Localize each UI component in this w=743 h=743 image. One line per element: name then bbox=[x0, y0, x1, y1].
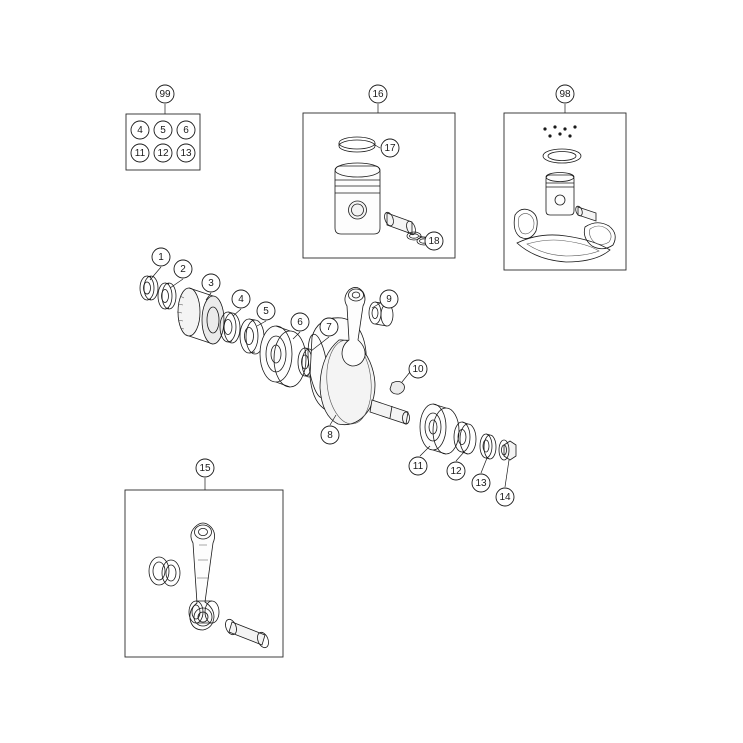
callout-label: 6 bbox=[297, 317, 303, 328]
callout-18[interactable] bbox=[425, 232, 443, 250]
callout-label: 11 bbox=[412, 461, 424, 472]
callout-5[interactable] bbox=[154, 121, 172, 139]
callout-13[interactable] bbox=[472, 474, 490, 492]
part-1-nut bbox=[140, 276, 158, 300]
callout-label: 99 bbox=[159, 89, 171, 100]
callout-12[interactable] bbox=[447, 462, 465, 480]
callout-label: 7 bbox=[326, 322, 332, 333]
part-12-spacer bbox=[454, 422, 476, 454]
callout-12[interactable] bbox=[154, 144, 172, 162]
gasket-kit-fasteners bbox=[543, 125, 576, 137]
part-14-nut bbox=[499, 440, 516, 460]
callout-98[interactable] bbox=[556, 85, 574, 103]
callout-label: 18 bbox=[428, 236, 440, 247]
callout-label: 11 bbox=[134, 148, 146, 159]
callout-6[interactable] bbox=[177, 121, 195, 139]
callout-9[interactable] bbox=[380, 290, 398, 308]
connecting-rod bbox=[190, 523, 215, 630]
part-10-woodruff-key bbox=[390, 381, 404, 394]
callout-label: 9 bbox=[386, 294, 392, 305]
callout-8[interactable] bbox=[321, 426, 339, 444]
callout-label: 98 bbox=[559, 89, 571, 100]
part-11-main-bearing bbox=[420, 404, 459, 454]
callout-16[interactable] bbox=[369, 85, 387, 103]
callout-label: 3 bbox=[208, 278, 214, 289]
callout-label: 6 bbox=[183, 125, 189, 136]
callout-label: 13 bbox=[475, 478, 487, 489]
callout-label: 1 bbox=[158, 252, 164, 263]
callout-17[interactable] bbox=[381, 139, 399, 157]
callout-label: 17 bbox=[384, 143, 396, 154]
callout-15[interactable] bbox=[196, 459, 214, 477]
callout-label: 4 bbox=[238, 294, 244, 305]
crank-pin bbox=[223, 618, 270, 650]
part-2-washer bbox=[158, 283, 176, 309]
callout-13[interactable] bbox=[177, 144, 195, 162]
callout-label: 15 bbox=[199, 463, 211, 474]
callout-3[interactable] bbox=[202, 274, 220, 292]
callout-1[interactable] bbox=[152, 248, 170, 266]
callout-label: 4 bbox=[137, 125, 143, 136]
part-6-main-bearing bbox=[260, 326, 306, 387]
kit-box-15 bbox=[125, 490, 283, 657]
callout-4[interactable] bbox=[131, 121, 149, 139]
kit-box-98 bbox=[504, 113, 626, 270]
callout-label: 13 bbox=[180, 148, 192, 159]
callout-5[interactable] bbox=[257, 302, 275, 320]
callout-label: 5 bbox=[160, 125, 166, 136]
callout-label: 16 bbox=[372, 89, 384, 100]
callout-4[interactable] bbox=[232, 290, 250, 308]
callout-label: 8 bbox=[327, 430, 333, 441]
callout-label: 12 bbox=[157, 148, 169, 159]
callout-label: 14 bbox=[499, 492, 511, 503]
part-13-washer bbox=[480, 434, 496, 459]
callout-99[interactable] bbox=[156, 85, 174, 103]
part-3-primary-gear bbox=[177, 288, 224, 344]
callout-10[interactable] bbox=[409, 360, 427, 378]
callout-2[interactable] bbox=[174, 260, 192, 278]
callout-label: 5 bbox=[263, 306, 269, 317]
callout-11[interactable] bbox=[409, 457, 427, 475]
callout-label: 2 bbox=[180, 264, 186, 275]
callout-label: 12 bbox=[450, 466, 462, 477]
callout-7[interactable] bbox=[320, 318, 338, 336]
callout-11[interactable] bbox=[131, 144, 149, 162]
callout-label: 10 bbox=[412, 364, 424, 375]
callout-14[interactable] bbox=[496, 488, 514, 506]
callout-6[interactable] bbox=[291, 313, 309, 331]
